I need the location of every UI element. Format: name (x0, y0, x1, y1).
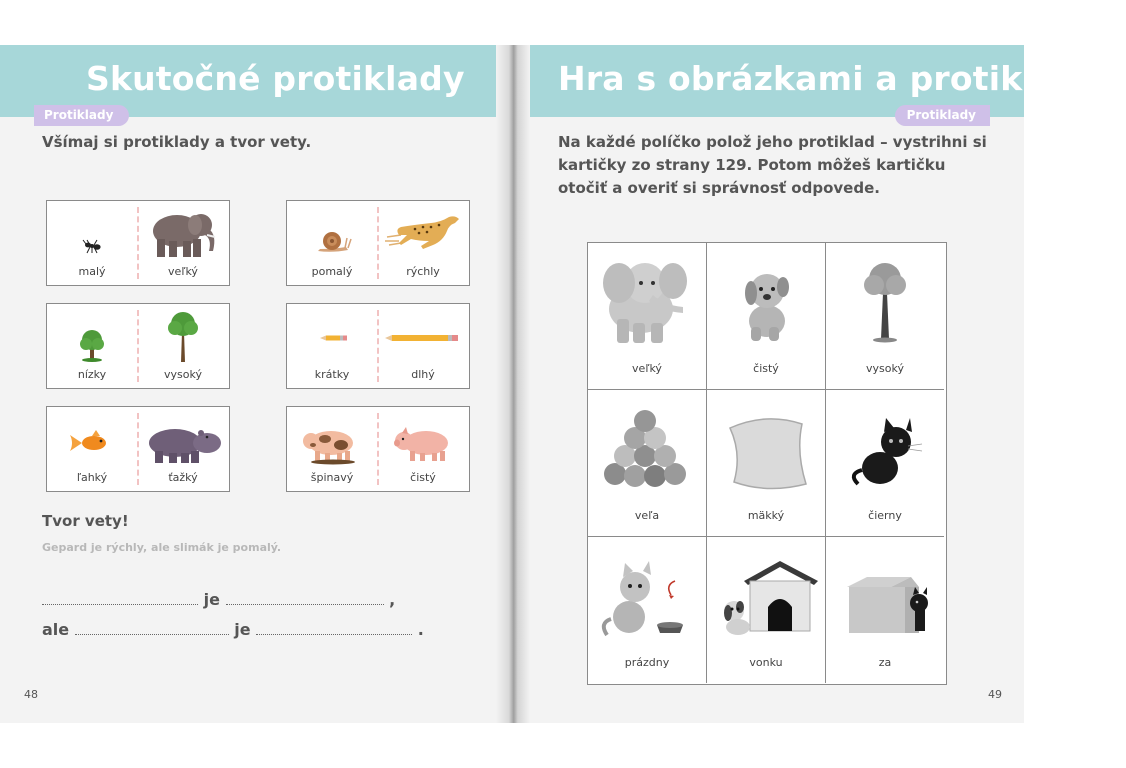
cell-word: čierny (868, 509, 902, 522)
card-word: malý (78, 265, 106, 278)
card-half (287, 407, 377, 491)
cell-word: za (878, 656, 892, 669)
grid-cell[interactable] (826, 537, 944, 683)
line-end: , (389, 590, 396, 609)
cell-word: veľký (632, 362, 662, 375)
book-spine-shadow (496, 45, 530, 723)
instruction: Na každé políčko polož jeho protiklad – vystrihni si kartičky zo strany 129. Potom môžeš kartičku otočiť a overiť si správnosť odpovede. (558, 133, 987, 197)
card-half (378, 304, 468, 388)
card-half (378, 201, 468, 285)
topic-tag: Protiklady (34, 105, 129, 126)
card-word: dlhý (411, 368, 435, 381)
left-page (0, 45, 510, 723)
subheading: Tvor vety! (42, 512, 129, 530)
card-word: nízky (77, 368, 107, 381)
blank-field[interactable] (256, 622, 412, 635)
page-title: Hra s obrázkami a protikladmi (558, 59, 1126, 98)
line-end: . (417, 620, 424, 639)
snail-icon (312, 207, 352, 261)
grid-cell[interactable] (588, 243, 707, 390)
dog-kennel-icon (712, 551, 820, 641)
black-cat-icon (840, 404, 930, 494)
blank-field[interactable] (42, 592, 198, 605)
card-half (47, 407, 137, 491)
blank-field[interactable] (75, 622, 229, 635)
instruction: Všímaj si protiklady a tvor vety. (42, 133, 312, 151)
cell-word: mäkký (747, 509, 785, 522)
grid-cell[interactable] (588, 390, 707, 537)
card-half (138, 304, 228, 388)
card-word: krátky (314, 368, 350, 381)
card-half (378, 407, 468, 491)
opposite-card (46, 303, 230, 389)
long-pencil-icon (381, 310, 465, 364)
opposite-card (46, 200, 230, 286)
opposite-card (286, 303, 470, 389)
page-number: 48 (24, 688, 38, 701)
opposite-card (286, 406, 470, 492)
goldfish-icon (64, 413, 120, 467)
page-number: 49 (988, 688, 1002, 701)
card-half (287, 201, 377, 285)
elephant-icon (595, 257, 699, 347)
card-word: vysoký (164, 368, 202, 381)
cell-word: čistý (753, 362, 779, 375)
grid-cell[interactable] (826, 243, 944, 390)
card-word: ľahký (76, 471, 108, 484)
cell-word: vonku (749, 656, 783, 669)
page-title: Skutočné protiklady (86, 59, 465, 98)
opposite-card (286, 200, 470, 286)
clean-pig-icon (388, 413, 458, 467)
opposite-card (46, 406, 230, 492)
cat-behind-box-icon (835, 551, 935, 641)
topic-tag: Protiklady (895, 105, 990, 126)
tall-tree-icon (840, 257, 930, 347)
cheetah-icon (383, 207, 463, 261)
line-word: je (203, 590, 220, 609)
ant-icon (72, 207, 112, 261)
card-half (47, 201, 137, 285)
card-word: čistý (410, 471, 436, 484)
card-half (138, 201, 228, 285)
sentence-line-1 (42, 590, 395, 609)
grid-cell[interactable] (707, 537, 826, 683)
cell-word: vysoký (866, 362, 904, 375)
sentence-line-2 (42, 620, 424, 639)
hippo-icon (141, 413, 225, 467)
opposites-grid (587, 242, 947, 685)
grid-cell[interactable] (588, 537, 707, 683)
card-word: ťažký (168, 471, 198, 484)
card-half (138, 407, 228, 491)
card-word: pomalý (311, 265, 353, 278)
card-half (47, 304, 137, 388)
apple-pile-icon (595, 404, 699, 494)
blank-field[interactable] (226, 592, 384, 605)
line-start: ale (42, 620, 70, 639)
card-word: špinavý (310, 471, 354, 484)
right-page (518, 45, 1126, 723)
elephant-icon (145, 207, 221, 261)
line-word: je (234, 620, 251, 639)
card-half (287, 304, 377, 388)
grid-cell[interactable] (826, 390, 944, 537)
puppy-icon (721, 257, 811, 347)
pillow-icon (716, 404, 816, 494)
tall-tree-icon (163, 310, 203, 364)
card-word: veľký (168, 265, 198, 278)
cell-word: prázdny (624, 656, 670, 669)
small-tree-icon (72, 310, 112, 364)
card-word: rýchly (406, 265, 440, 278)
dirty-pig-icon (297, 413, 367, 467)
example-sentence: Gepard je rýchly, ale slimák je pomalý. (42, 541, 282, 554)
cat-empty-bowl-icon (595, 551, 699, 641)
grid-cell[interactable] (707, 390, 826, 537)
grid-cell[interactable] (707, 243, 826, 390)
short-pencil-icon (312, 310, 352, 364)
cell-word: veľa (634, 509, 660, 522)
